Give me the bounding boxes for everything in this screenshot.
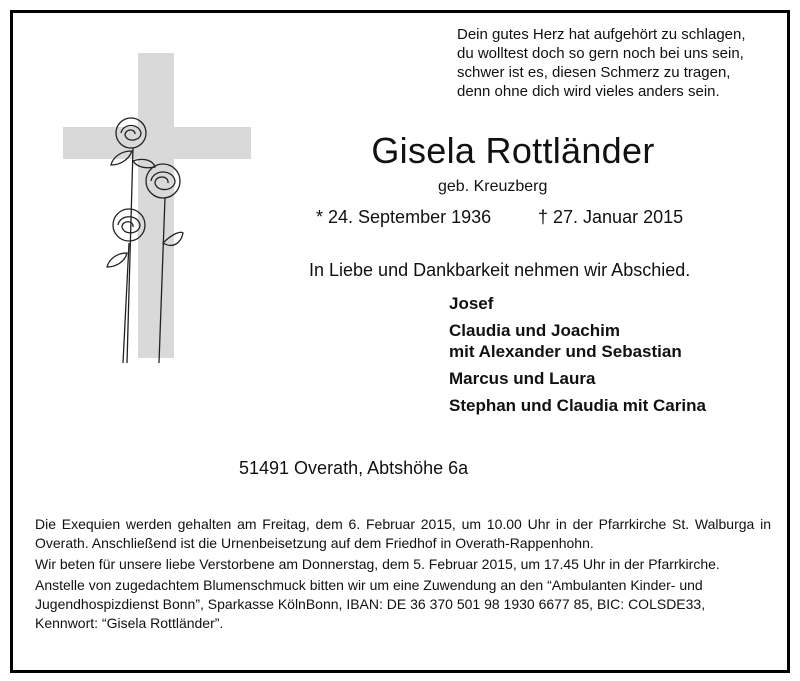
- birth-name: geb. Kreuzberg: [438, 178, 548, 195]
- mourner-line: Claudia und Joachim: [449, 321, 620, 340]
- service-notes: [35, 515, 771, 635]
- deceased-name: Gisela Rottländer: [371, 130, 655, 171]
- poem-line: du wolltest doch so gern noch bei uns sein,: [457, 45, 744, 62]
- mourner-group: [449, 320, 706, 362]
- rose-bottom-icon: [113, 209, 145, 241]
- deceased-name-row: [13, 130, 773, 172]
- poem-line: schwer ist es, diesen Schmerz zu tragen,: [457, 64, 731, 81]
- death-date: † 27. Januar 2015: [538, 207, 684, 227]
- farewell-line: In Liebe und Dankbarkeit nehmen wir Abschied.: [309, 260, 691, 280]
- mourners-list: [449, 293, 706, 422]
- donation-note: Anstelle von zugedachtem Blumenschmuck bitten wir um eine Zuwendung an den “Ambulanten Kinder- und Jugendhospizdienst Bonn”, Sparkasse KölnBonn, IBAN: DE 36 370 501 98 1930 6677 85, BIC: COLSDE33, Kennwort: “Gisela Rottländer”.: [35, 577, 706, 631]
- family-address: 51491 Overath, Abtshöhe 6a: [239, 458, 469, 478]
- birth-date: * 24. September 1936: [316, 207, 492, 227]
- mourner-line: mit Alexander und Sebastian: [449, 342, 682, 361]
- obituary-card: [10, 10, 790, 673]
- poem: [457, 25, 777, 101]
- funeral-note: Die Exequien werden gehalten am Freitag, dem 6. Februar 2015, um 10.00 Uhr in der Pfarrkirche St. Walburga in Overath. Anschließend ist die Urnenbeisetzung auf dem Friedhof in Overath-Rappenhohn.: [35, 516, 771, 551]
- mourner-group: Marcus und Laura: [449, 369, 596, 388]
- poem-line: denn ohne dich wird vieles anders sein.: [457, 83, 720, 100]
- prayer-note: Wir beten für unsere liebe Verstorbene am Donnerstag, dem 5. Februar 2015, um 17.45 Uhr in der Pfarrkirche.: [35, 556, 720, 572]
- mourner-group: Josef: [449, 294, 494, 313]
- poem-line: Dein gutes Herz hat aufgehört zu schlagen,: [457, 26, 746, 43]
- cross-vertical-beam: [138, 53, 174, 358]
- cross-with-roses-illustration: [63, 53, 253, 363]
- leaf-icon: [107, 253, 127, 267]
- mourner-group: Stephan und Claudia mit Carina: [449, 396, 706, 415]
